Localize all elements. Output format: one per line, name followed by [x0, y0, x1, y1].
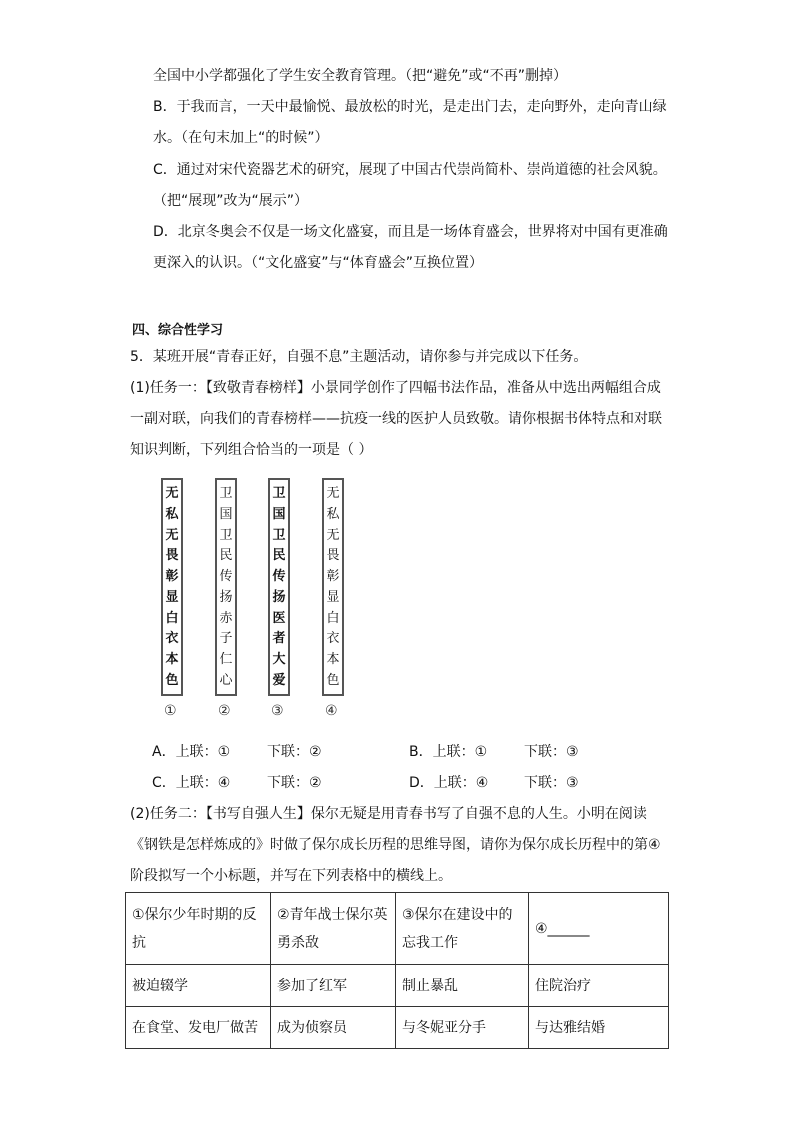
scroll-char: 衣 [165, 631, 179, 647]
scroll-char: 无 [165, 527, 179, 543]
table-cell: 在食堂、发电厂做苦 [126, 1007, 271, 1049]
choice-a-upper: A．上联：① [152, 744, 231, 760]
scroll-char: 卫 [219, 527, 233, 543]
scroll-char: 民 [272, 548, 286, 564]
option-b-line2: 水。（在句末加上“的时候”） [153, 130, 329, 146]
scroll-char: 民 [219, 548, 233, 564]
scroll-char: 传 [272, 569, 286, 585]
scroll-char: 私 [326, 506, 340, 522]
table-cell: ②青年战士保尔英勇杀敌 [271, 893, 396, 965]
scroll-char: 医 [272, 610, 286, 626]
task1-line3: 知识判断，下列组合恰当的一项是（ ） [130, 442, 373, 458]
scroll-char: 显 [165, 589, 179, 605]
scroll-char: 仁 [219, 652, 233, 668]
scroll-char: 扬 [272, 589, 286, 605]
scroll-char: 衣 [326, 631, 340, 647]
question-5-stem: 5．某班开展“青春正好，自强不息”主题活动，请你参与并完成以下任务。 [130, 349, 588, 365]
task2-line3: 阶段拟写一个小标题，并写在下列表格中的横线上。 [130, 868, 452, 884]
scroll-char: 白 [326, 610, 340, 626]
scroll-char: 显 [326, 589, 340, 605]
scroll-char: 私 [165, 506, 179, 522]
scroll-char: 无 [326, 527, 340, 543]
scroll-char: 国 [272, 506, 286, 522]
scroll-char: 卫 [219, 486, 233, 501]
choice-b-lower: 下联：③ [524, 744, 579, 760]
scroll-char: 卫 [272, 527, 286, 543]
table-cell: 参加了红军 [271, 965, 396, 1007]
scroll-number-2: ② [218, 703, 231, 719]
calligraphy-scroll-3 [268, 478, 290, 696]
scroll-char: 彰 [165, 569, 179, 585]
table-cell: 成为侦察员 [271, 1007, 396, 1049]
task2-line1: (2)任务二：【书写自强人生】保尔无疑是用青春书写了自强不息的人生。小明在阅读 [130, 806, 647, 822]
scroll-char: 色 [326, 672, 340, 688]
option-c-line1: C．通过对宋代瓷器艺术的研究，展现了中国古代崇尚简朴、崇尚道德的社会风貌。 [153, 162, 667, 178]
scroll-char: 爱 [272, 672, 286, 688]
task1-line2: 一副对联，向我们的青春榜样——抗疫一线的医护人员致敬。请你根据书体特点和对联 [130, 411, 662, 427]
choice-c-lower: 下联：② [267, 775, 322, 791]
table-cell: 与冬妮亚分手 [396, 1007, 529, 1049]
calligraphy-scroll-1 [161, 478, 183, 696]
choice-a-lower: 下联：② [267, 744, 322, 760]
scroll-char: 无 [326, 486, 340, 501]
calligraphy-scroll-4 [322, 478, 344, 696]
table-cell: ①保尔少年时期的反抗 [126, 893, 271, 965]
choice-d-lower: 下联：③ [524, 775, 579, 791]
table-header-row [126, 893, 669, 965]
option-b-line1: B．于我而言，一天中最愉悦、最放松的时光，是走出门去，走向野外，走向青山绿 [153, 99, 667, 115]
scroll-char: 畏 [165, 548, 179, 564]
table-row [126, 1007, 669, 1049]
table-cell: 与达雅结婚 [529, 1007, 669, 1049]
task2-line2: 《钢铁是怎样炼成的》时做了保尔成长历程的思维导图，请你为保尔成长历程中的第④ [130, 837, 661, 853]
scroll-char: 白 [165, 610, 179, 626]
scroll-char: 无 [165, 486, 179, 501]
scroll-char: 国 [219, 506, 233, 522]
scroll-char: 卫 [272, 486, 286, 501]
paul-growth-table [125, 892, 669, 1049]
choice-d-upper: D．上联：④ [409, 775, 489, 791]
calligraphy-scroll-2 [215, 478, 237, 696]
option-c-line2: （把“展现”改为“展示”） [153, 193, 309, 209]
choice-b-upper: B．上联：① [409, 744, 488, 760]
scroll-char: 者 [272, 631, 286, 647]
table-cell: 住院治疗 [529, 965, 669, 1007]
scroll-char: 色 [165, 672, 179, 688]
scroll-number-1: ① [164, 703, 177, 719]
scroll-char: 传 [219, 569, 233, 585]
scroll-char: 本 [165, 652, 179, 668]
scroll-char: 心 [219, 672, 233, 688]
scroll-char: 彰 [326, 569, 340, 585]
table-cell: 制止暴乱 [396, 965, 529, 1007]
option-d-line1: D．北京冬奥会不仅是一场文化盛宴，而且是一场体育盛会，世界将对中国有更准确 [153, 224, 668, 240]
q4-tail: 全国中小学都强化了学生安全教育管理。（把“避免”或“不再”删掉） [153, 68, 568, 84]
table-row [126, 965, 669, 1007]
scroll-char: 本 [326, 652, 340, 668]
scroll-number-4: ④ [325, 703, 338, 719]
table-cell: ③保尔在建设中的忘我工作 [396, 893, 529, 965]
scroll-number-3: ③ [271, 703, 284, 719]
scroll-char: 赤 [219, 610, 233, 626]
scroll-char: 大 [272, 652, 286, 668]
scroll-char: 扬 [219, 589, 233, 605]
table-cell-blank: ④______ [529, 893, 669, 965]
table-cell: 被迫辍学 [126, 965, 271, 1007]
scroll-char: 畏 [326, 548, 340, 564]
option-d-line2: 更深入的认识。（“文化盛宴”与“体育盛会”互换位置） [153, 255, 484, 271]
task1-line1: (1)任务一：【致敬青春榜样】小景同学创作了四幅书法作品，准备从中选出两幅组合成 [130, 380, 661, 396]
choice-c-upper: C．上联：④ [152, 775, 231, 791]
scroll-char: 子 [219, 631, 233, 647]
section-title: 四、综合性学习 [132, 323, 224, 338]
